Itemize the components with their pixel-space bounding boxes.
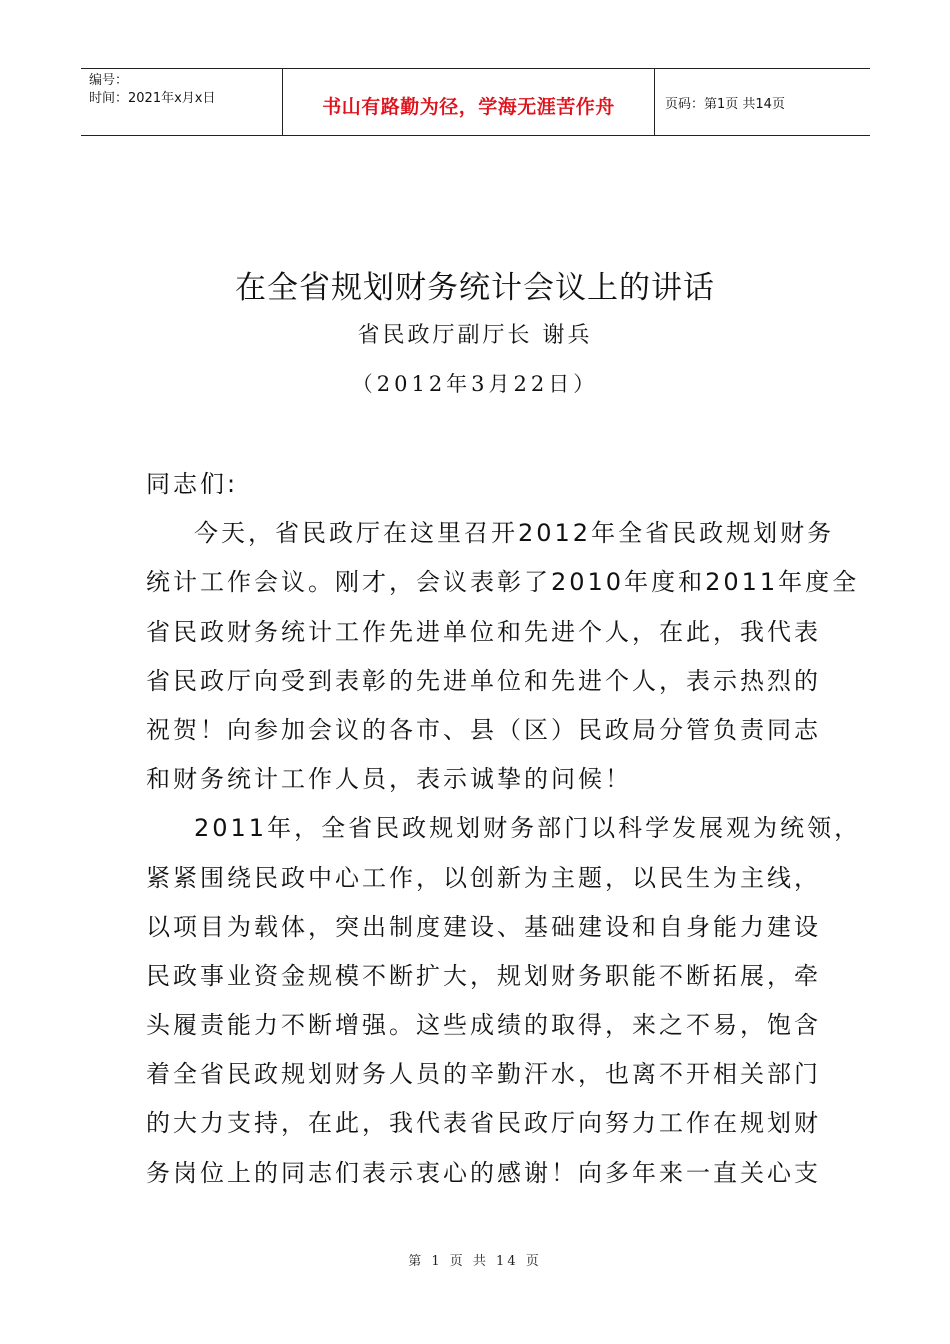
body-line: 祝贺！向参加会议的各市、县（区）民政局分管负责同志	[146, 715, 821, 744]
body-line: 省民政厅向受到表彰的先进单位和先进个人，表示热烈的	[146, 666, 821, 695]
document-date: （2012年3月22日）	[351, 372, 599, 396]
body-line: 以项目为载体，突出制度建设、基础建设和自身能力建设	[146, 912, 821, 941]
body-line: 民政事业资金规模不断扩大，规划财务职能不断拓展，牵	[146, 961, 821, 990]
body-line: 务岗位上的同志们表示衷心的感谢！向多年来一直关心支	[146, 1158, 821, 1187]
header-page-info: 页码：第1页 共14页	[665, 96, 785, 112]
header-meta-cell	[81, 69, 282, 135]
salutation: 同志们:	[146, 470, 239, 498]
document-number-label: 编号：	[89, 73, 129, 88]
document-author: 省民政厅副厅长 谢兵	[357, 323, 593, 348]
body-line: 着全省民政规划财务人员的辛勤汗水，也离不开相关部门	[146, 1060, 821, 1089]
document-body	[146, 465, 862, 1203]
body-line: 2011年，全省民政规划财务部门以科学发展观为统领，	[194, 814, 862, 843]
body-line: 紧紧围绕民政中心工作，以创新为主题，以民生为主线，	[146, 863, 821, 892]
body-line: 统计工作会议。刚才，会议表彰了2010年度和2011年度全	[146, 568, 860, 597]
body-line: 的大力支持，在此，我代表省民政厅向努力工作在规划财	[146, 1109, 821, 1138]
document-title: 在全省规划财务统计会议上的讲话	[235, 270, 715, 306]
header-motto-cell	[282, 69, 655, 135]
body-line: 和财务统计工作人员，表示诚挚的问候！	[146, 765, 632, 794]
header-table	[81, 68, 870, 136]
body-line: 省民政财务统计工作先进单位和先进个人，在此，我代表	[146, 617, 821, 646]
document-time-label: 时间：2021年x月x日	[89, 91, 216, 106]
page-footer: 第 1 页 共 14 页	[408, 1254, 542, 1269]
header-page-cell	[655, 69, 870, 135]
body-line: 头履责能力不断增强。这些成绩的取得，来之不易，饱含	[146, 1011, 821, 1040]
body-line: 今天，省民政厅在这里召开2012年全省民政规划财务	[194, 519, 835, 548]
header-motto: 书山有路勤为径，学海无涯苦作舟	[322, 95, 615, 118]
